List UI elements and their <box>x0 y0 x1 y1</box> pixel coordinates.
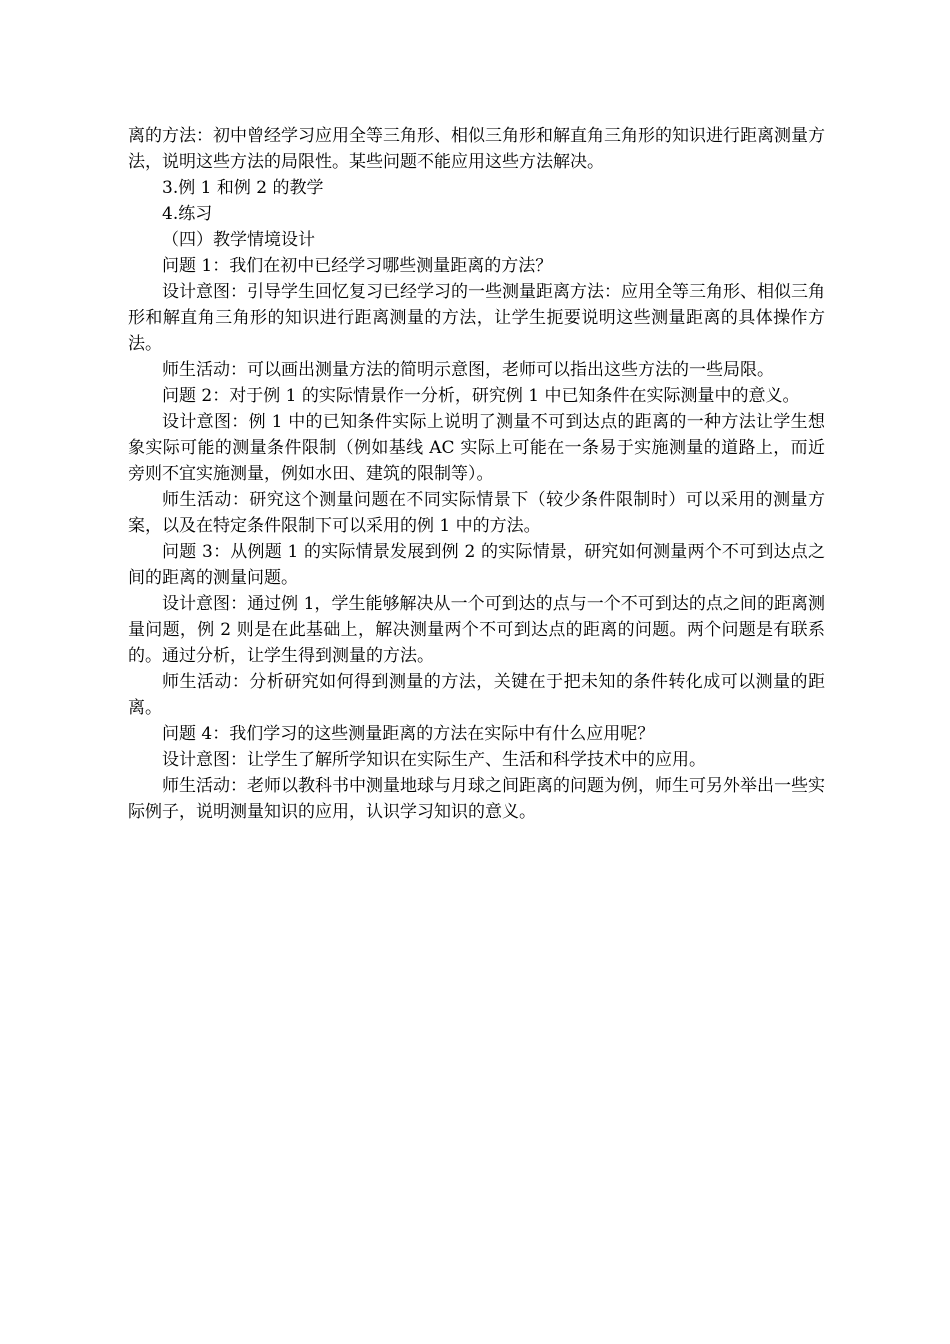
list-item-practice: 4.练习 <box>162 204 213 224</box>
paragraph-continuation: 离的方法：初中曾经学习应用全等三角形、相似三角形和解直角三角形的知识进行距离测量方法，说明这些方法的局限性。某些问题不能应用这些方法解决。 <box>128 126 825 172</box>
document-body <box>128 123 825 825</box>
question-1: 问题 1：我们在初中已经学习哪些测量距离的方法？ <box>162 256 553 276</box>
design-intent-3: 设计意图：通过例 1，学生能够解决从一个可到达的点与一个不可到达的点之间的距离测量问题，例 2 则是在此基础上，解决测量两个不可到达点的距离的问题。两个问题是有联系的。通过分析，让学生得到测量的方法。 <box>128 594 825 666</box>
question-3: 问题 3：从例题 1 的实际情景发展到例 2 的实际情景，研究如何测量两个不可到达点之间的距离的测量问题。 <box>128 542 825 588</box>
section-heading-situation-design: （四）教学情境设计 <box>162 230 315 250</box>
list-item-example-teaching: 3.例 1 和例 2 的教学 <box>162 178 324 198</box>
question-4: 问题 4：我们学习的这些测量距离的方法在实际中有什么应用呢？ <box>162 724 655 744</box>
activity-4: 师生活动：老师以教科书中测量地球与月球之间距离的问题为例，师生可另外举出一些实际例子，说明测量知识的应用，认识学习知识的意义。 <box>128 776 825 822</box>
design-intent-1: 设计意图：引导学生回忆复习已经学习的一些测量距离方法：应用全等三角形、相似三角形和解直角三角形的知识进行距离测量的方法，让学生扼要说明这些测量距离的具体操作方法。 <box>128 282 825 354</box>
activity-1: 师生活动：可以画出测量方法的简明示意图，老师可以指出这些方法的一些局限。 <box>162 360 774 380</box>
activity-3: 师生活动：分析研究如何得到测量的方法，关键在于把未知的条件转化成可以测量的距离。 <box>128 672 825 718</box>
design-intent-4: 设计意图：让学生了解所学知识在实际生产、生活和科学技术中的应用。 <box>162 750 706 770</box>
design-intent-2: 设计意图：例 1 中的已知条件实际上说明了测量不可到达点的距离的一种方法让学生想象实际可能的测量条件限制（例如基线 AC 实际上可能在一条易于实施测量的道路上，而近旁则不宜实施测量，例如水田、建筑的限制等）。 <box>128 412 825 484</box>
question-2: 问题 2：对于例 1 的实际情景作一分析，研究例 1 中已知条件在实际测量中的意义。 <box>162 386 800 406</box>
activity-2: 师生活动：研究这个测量问题在不同实际情景下（较少条件限制时）可以采用的测量方案，以及在特定条件限制下可以采用的例 1 中的方法。 <box>128 490 825 536</box>
